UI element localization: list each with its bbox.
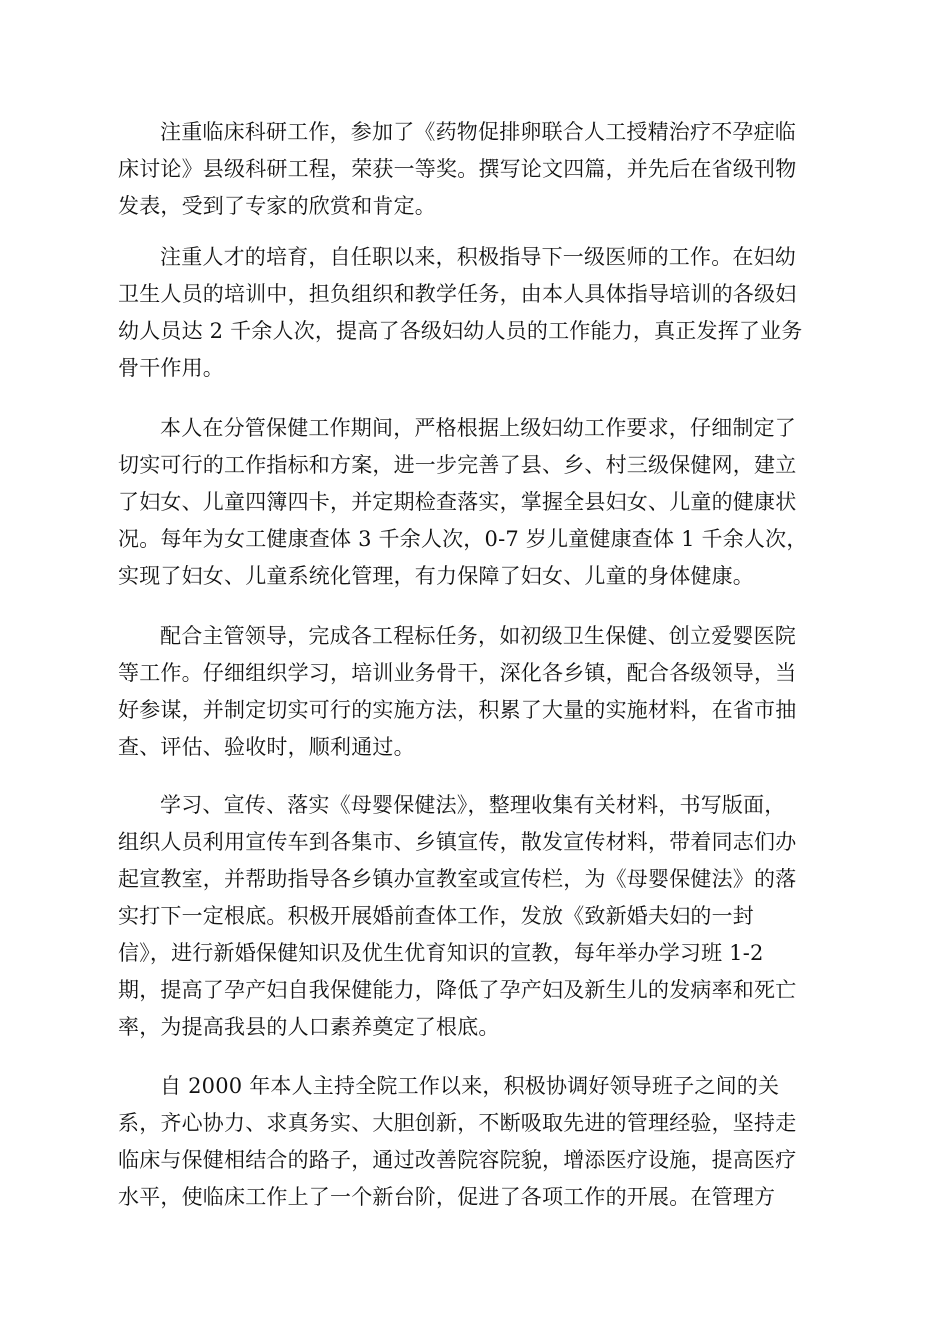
text-line: 好参谋，并制定切实可行的实施方法，积累了大量的实施材料，在省市抽 [118, 698, 797, 722]
text-line: 期，提高了孕产妇自我保健能力，降低了孕产妇及新生儿的发病率和死亡 [118, 978, 797, 1002]
paragraph-research [118, 114, 838, 225]
text-line: 等工作。仔细组织学习，培训业务骨干，深化各乡镇，配合各级领导，当 [118, 661, 797, 685]
text-line: 学习、宣传、落实《母婴保健法》，整理收集有关材料，书写版面， [160, 793, 786, 817]
text-line: 自 2000 年本人主持全院工作以来，积极协调好领导班子之间的关 [160, 1074, 780, 1098]
paragraph-health-care [118, 410, 838, 595]
text-line: 起宣教室，并帮助指导各乡镇办宣教室或宣传栏，为《母婴保健法》的落 [118, 867, 797, 891]
text-line: 率，为提高我县的人口素养奠定了根底。 [118, 1015, 500, 1039]
text-line: 骨干作用。 [118, 356, 224, 380]
text-line: 临床与保健相结合的路子，通过改善院容院貌，增添医疗设施，提高医疗 [118, 1148, 797, 1172]
text-line: 幼人员达 2 千余人次，提高了各级妇幼人员的工作能力，真正发挥了业务 [118, 319, 803, 343]
text-line: 信》，进行新婚保健知识及优生优育知识的宣教，每年举办学习班 1-2 [118, 941, 764, 965]
text-line: 配合主管领导，完成各工程标任务，如初级卫生保健、创立爱婴医院 [160, 624, 796, 648]
text-line: 切实可行的工作指标和方案，进一步完善了县、乡、村三级保健网，建立 [118, 453, 797, 477]
paragraph-maternal-law [118, 787, 838, 1046]
text-line: 注重临床科研工作，参加了《药物促排卵联合人工授精治疗不孕症临 [160, 120, 796, 144]
paragraph-management [118, 1068, 838, 1216]
text-line: 系，齐心协力、求真务实、大胆创新，不断吸取先进的管理经验，坚持走 [118, 1111, 797, 1135]
text-line: 了妇女、儿童四簿四卡，并定期检查落实，掌握全县妇女、儿童的健康状 [118, 490, 797, 514]
text-line: 本人在分管保健工作期间，严格根据上级妇幼工作要求，仔细制定了 [160, 416, 796, 440]
text-line: 床讨论》县级科研工程，荣获一等奖。撰写论文四篇，并先后在省级刊物 [118, 157, 797, 181]
text-line: 查、评估、验收时，顺利通过。 [118, 735, 415, 759]
text-line: 发表，受到了专家的欣赏和肯定。 [118, 194, 436, 218]
text-line: 实打下一定根底。积极开展婚前查体工作，发放《致新婚夫妇的一封 [118, 904, 754, 928]
paragraph-coordination [118, 618, 838, 766]
paragraph-training [118, 239, 838, 387]
text-line: 组织人员利用宣传车到各集市、乡镇宣传，散发宣传材料，带着同志们办 [118, 830, 797, 854]
text-line: 注重人才的培育，自任职以来，积极指导下一级医师的工作。在妇幼 [160, 245, 796, 269]
text-line: 卫生人员的培训中，担负组织和教学任务，由本人具体指导培训的各级妇 [118, 282, 797, 306]
text-line: 况。每年为女工健康查体 3 千余人次，0-7 岁儿童健康查体 1 千余人次， [118, 527, 808, 551]
text-line: 实现了妇女、儿童系统化管理，有力保障了妇女、儿童的身体健康。 [118, 564, 754, 588]
text-line: 水平，使临床工作上了一个新台阶，促进了各项工作的开展。在管理方 [118, 1185, 776, 1209]
